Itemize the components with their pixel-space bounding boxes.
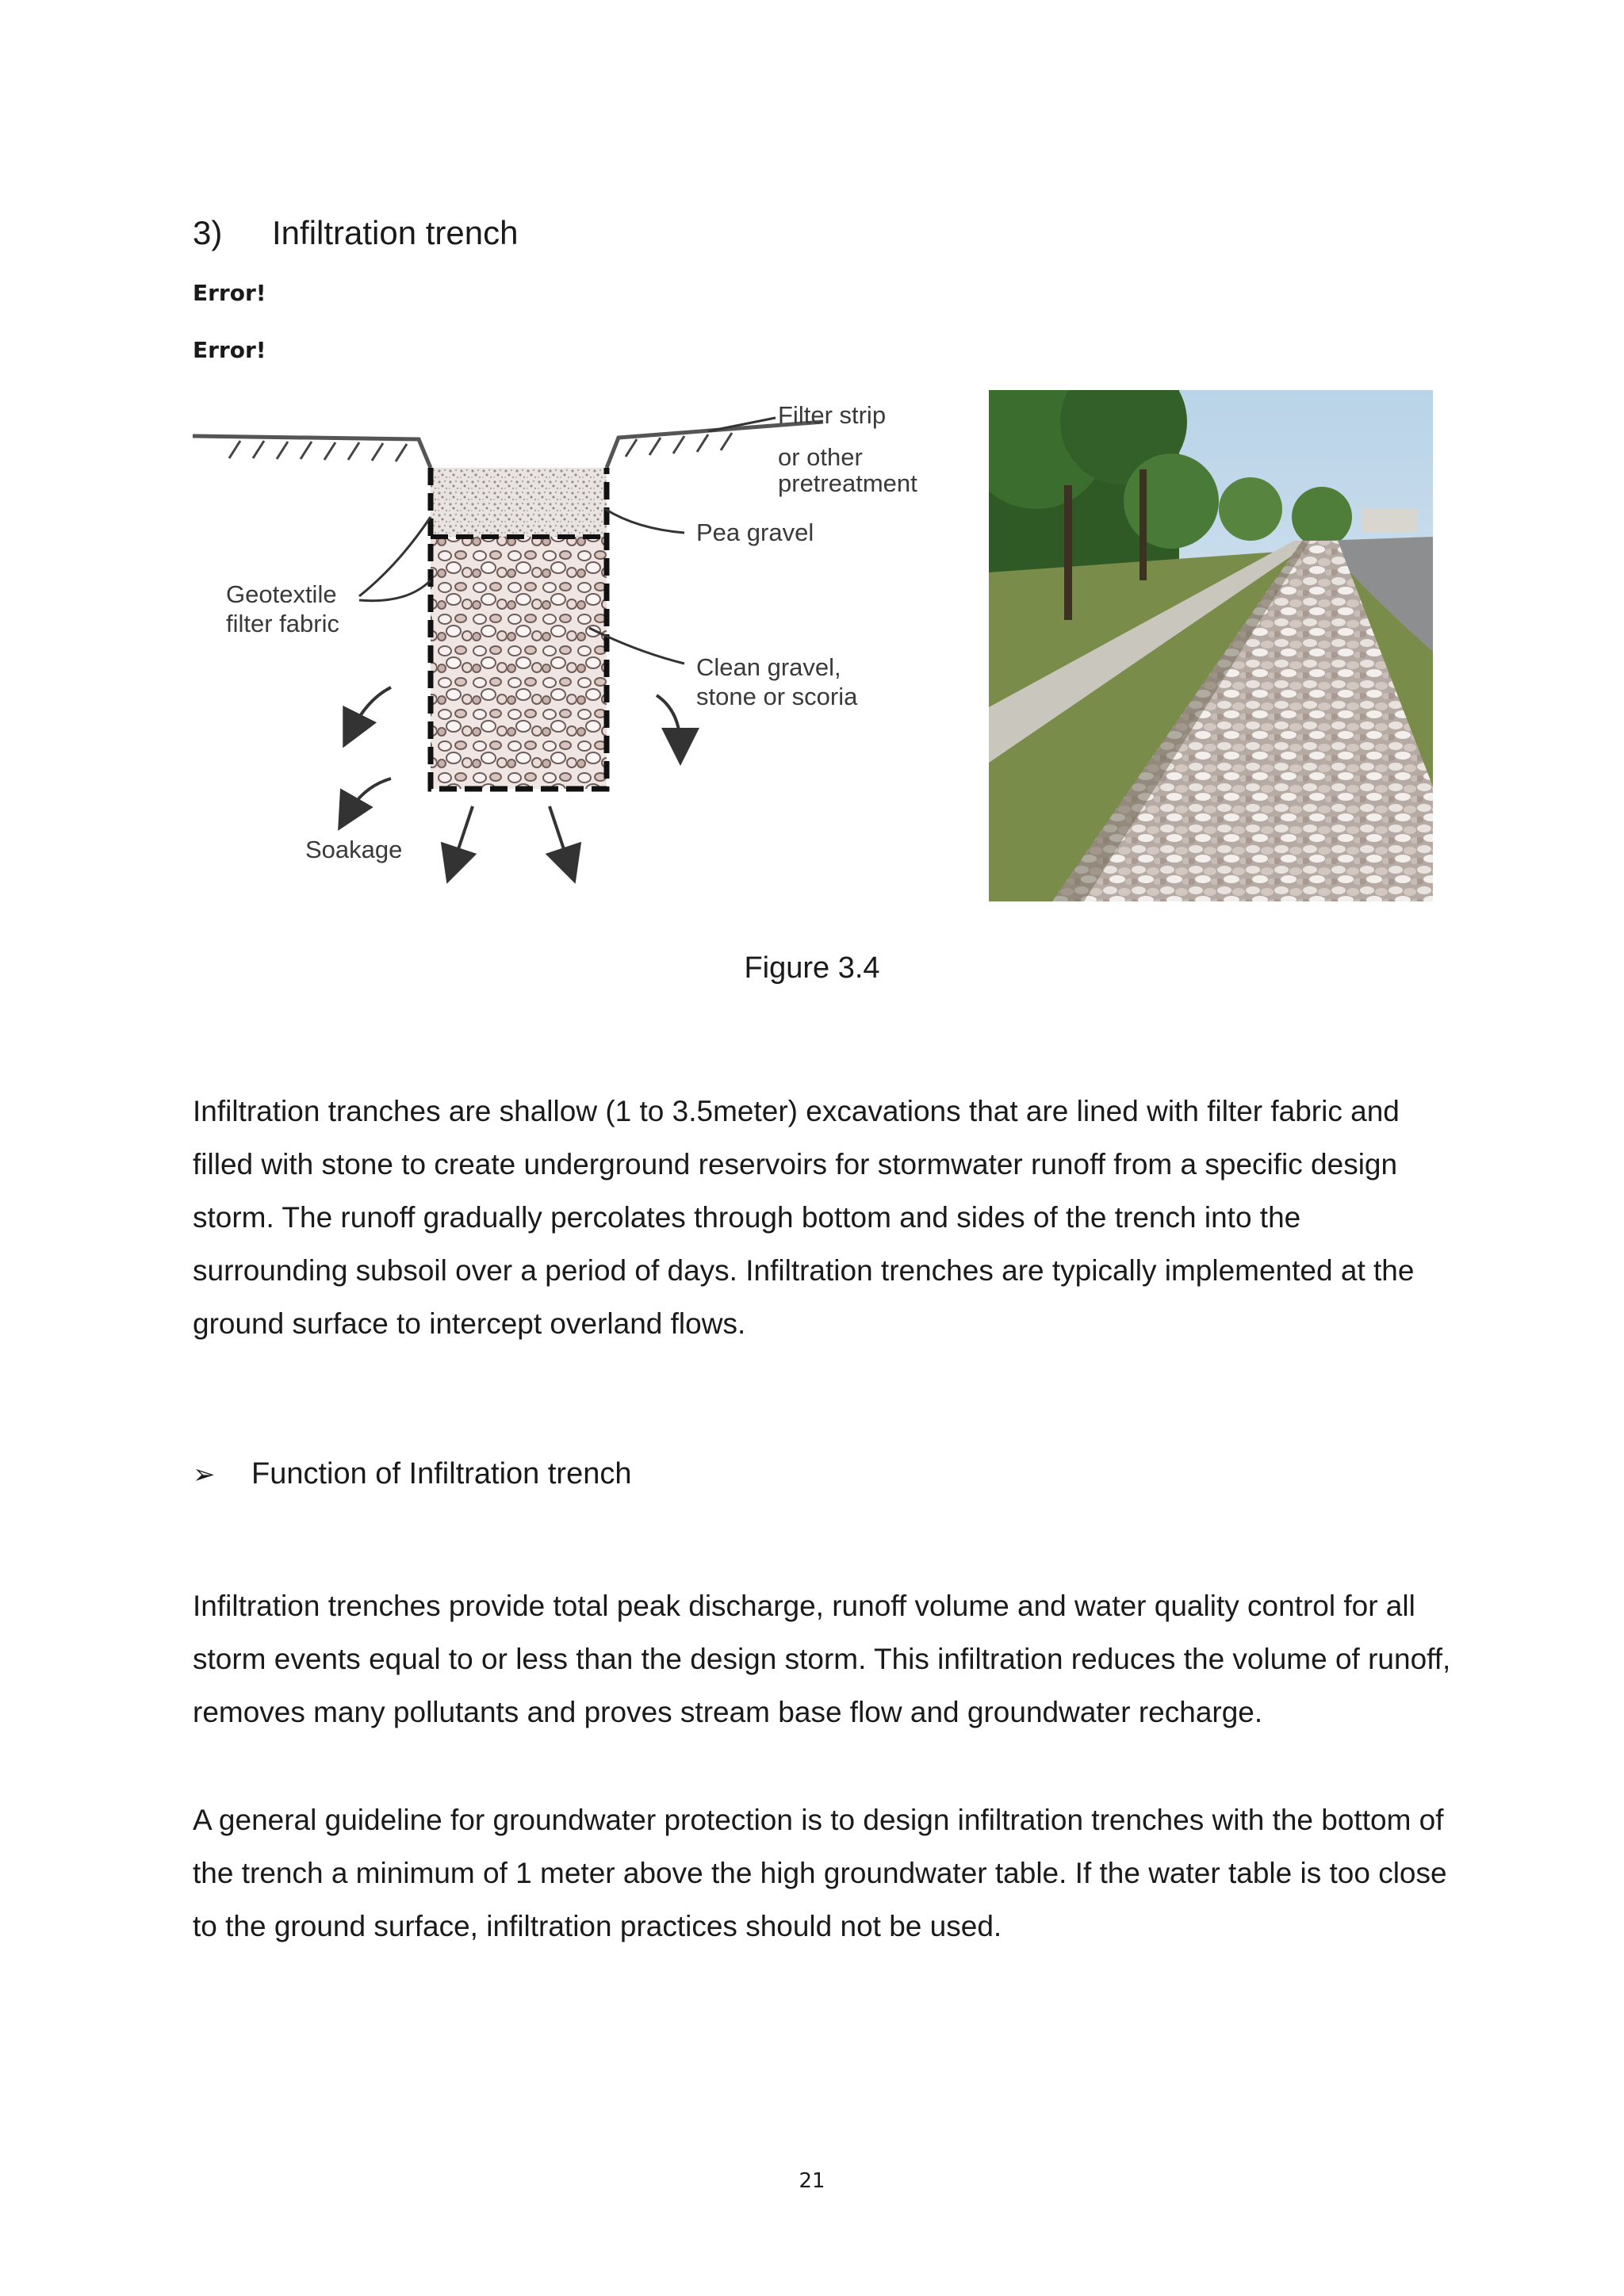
bullet-heading [193,1453,631,1495]
label-stone-scoria: stone or scoria [696,683,858,710]
label-filter-fabric: filter fabric [226,610,339,637]
label-soakage: Soakage [305,836,403,863]
trench-photo [989,390,1433,901]
error-text-1: Error! [193,280,266,306]
label-clean-gravel: Clean gravel, [696,653,841,681]
page-number: 21 [799,2169,825,2193]
paragraph-2: Infiltration trenches provide total peak discharge, runoff volume and water quality control for all storm events equal to or less than the design storm. This infiltration reduces the volume of runoff, removes many pollutants and proves stream base flow and groundwater recharge. [193,1590,1451,1728]
label-geotextile: Geotextile [226,580,337,608]
paragraph-3: A general guideline for groundwater protection is to design infiltration trenches with the bottom of the trench a minimum of 1 meter above the high groundwater table. If the water table is too close to the ground surface, infiltration practices should not be used. [193,1804,1447,1942]
label-pea-gravel: Pea gravel [696,519,814,546]
label-or-other: or other [778,443,863,471]
figure-caption: Figure 3.4 [744,951,880,985]
label-filter-strip: Filter strip [778,401,887,429]
label-pretreatment: pretreatment [778,469,917,497]
trench-diagram [193,390,954,901]
error-text-2: Error! [193,337,266,363]
arrow-bullet-icon: ➢ [193,1459,216,1490]
section-number: 3) [193,214,223,251]
section-heading [193,212,519,254]
bullet-text: Function of Infiltration trench [251,1457,632,1490]
paragraph-1: Infiltration tranches are shallow (1 to 3.5meter) excavations that are lined with filter fabric and filled with stone to create underground reservoirs for stormwater runoff from a specific design storm. The runoff gradually percolates through bottom and sides of the trench into the surrounding subsoil over a period of days. Infiltration trenches are typically implemented at the ground surface to intercept overland flows. [193,1095,1415,1340]
section-title: Infiltration trench [272,214,519,251]
